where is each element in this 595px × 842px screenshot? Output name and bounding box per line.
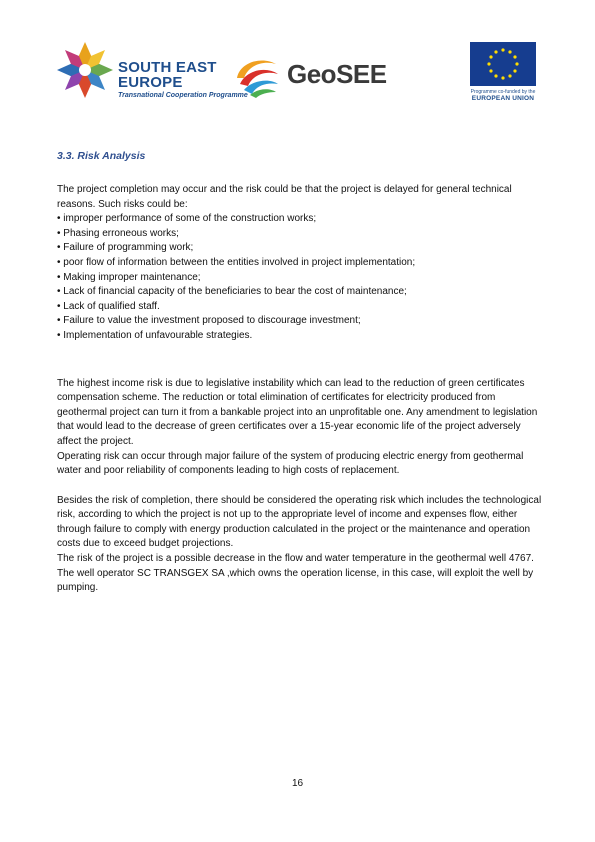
- page-header: [0, 0, 595, 110]
- risk-list: [57, 212, 547, 343]
- risk-list-item: • Lack of qualified staff.: [57, 300, 160, 312]
- south-east-europe-logo-text: [118, 60, 248, 99]
- spacer: [57, 344, 547, 377]
- eu-caption-line2: EUROPEAN UNION: [471, 95, 535, 102]
- logo-line-south-east: SOUTH EAST: [118, 59, 217, 76]
- risk-list-item: • Failure to value the investment proposed to discourage investment;: [57, 315, 361, 327]
- risk-list-item: • Failure of programming work;: [57, 242, 194, 254]
- intro-paragraph: The project completion may occur and the risk could be that the project is delayed for general technical reasons. Such risks could be:: [57, 184, 512, 210]
- risk-list-item: • Phasing erroneous works;: [57, 227, 179, 239]
- eu-caption-line1: Programme co-funded by the: [470, 89, 536, 95]
- geosee-logo-text: GeoSEE: [287, 59, 387, 89]
- eu-flag-icon: [470, 42, 536, 86]
- spacer: [57, 479, 547, 494]
- operating-risk-paragraph: Operating risk can occur through major failure of the system of producing electric energy from geothermal water and poor reliability of components leading to high costs of replacement.: [57, 450, 524, 477]
- risk-list-item: • Making improper maintenance;: [57, 271, 201, 283]
- document-body: [57, 150, 547, 596]
- section-title: 3.3. Risk Analysis: [57, 150, 146, 162]
- geosee-swirl-icon: [232, 50, 282, 100]
- south-east-europe-logo-icon: [55, 40, 115, 100]
- page-number: 16: [291, 778, 304, 789]
- well-risk-paragraph: The risk of the project is a possible decrease in the flow and water temperature in the geothermal well 4767. The well operator SC TRANSGEX SA ,which owns the operation license, in this case, will exploit the well by pumping.: [57, 553, 534, 594]
- income-risk-paragraph: The highest income risk is due to legislative instability which can lead to the reduction of green certificates compensation scheme. The reduction or total elimination of certificates for electricity produced from geothermal project can turn it from a bankable project into an unprofitable one. Any amendment to legislation that would lead to the decrease of green certificates over a 15-year economic life of the project adversely affect the project.: [57, 377, 538, 447]
- risk-list-item: • poor flow of information between the entities involved in project implementation;: [57, 256, 416, 268]
- technological-risk-paragraph: Besides the risk of completion, there should be considered the operating risk which includes the technological risk, according to which the project is not up to the appropriate level of income and expenses flow, either through failure to comply with energy production calculated in the project or the maintenance and operation costs due to exceed budget projections.: [57, 494, 542, 550]
- logo-line-europe: EUROPE: [118, 74, 183, 91]
- logo-line-programme: Transnational Cooperation Programme: [118, 92, 248, 99]
- eu-caption: [462, 89, 544, 103]
- risk-list-item: • Lack of financial capacity of the beneficiaries to bear the cost of maintenance;: [57, 286, 407, 298]
- risk-list-item: • Implementation of unfavourable strategies.: [57, 329, 253, 341]
- risk-list-item: • improper performance of some of the construction works;: [57, 213, 317, 225]
